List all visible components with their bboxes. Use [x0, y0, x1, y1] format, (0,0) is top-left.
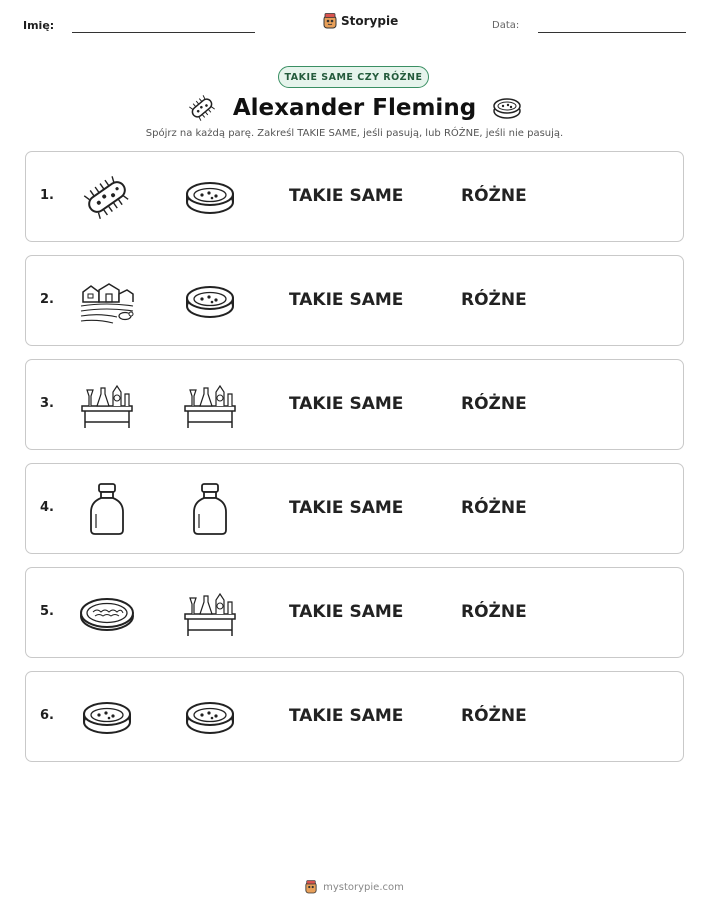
same-option[interactable]: TAKIE SAME — [289, 290, 404, 310]
question-number: 2. — [40, 292, 54, 307]
worksheet-header — [0, 0, 709, 50]
question-row — [25, 151, 684, 242]
question-number: 6. — [40, 708, 54, 723]
same-option[interactable]: TAKIE SAME — [289, 394, 404, 414]
petri-dish-icon — [492, 93, 522, 123]
name-field-line[interactable] — [72, 32, 255, 33]
bottle-icon — [182, 482, 238, 536]
date-label: Data: — [492, 20, 520, 31]
petri-dish-icon — [182, 170, 238, 224]
question-row — [25, 255, 684, 346]
question-row — [25, 567, 684, 658]
instructions: Spójrz na każdą parę. Zakreśl TAKIE SAME, jeśli pasują, lub RÓŻNE, jeśli nie pasują. — [145, 128, 564, 139]
name-label: Imię: — [23, 19, 55, 32]
storypie-mascot-icon — [305, 880, 317, 894]
same-option[interactable]: TAKIE SAME — [289, 706, 404, 726]
question-number: 5. — [40, 604, 54, 619]
bottle-icon — [79, 482, 135, 536]
page-title: Alexander Fleming — [232, 95, 477, 121]
question-number: 4. — [40, 500, 54, 515]
different-option[interactable]: RÓŻNE — [461, 290, 527, 310]
lab-table-icon — [182, 378, 238, 432]
different-option[interactable]: RÓŻNE — [461, 186, 527, 206]
same-option[interactable]: TAKIE SAME — [289, 602, 404, 622]
different-option[interactable]: RÓŻNE — [461, 706, 527, 726]
mold-dish-icon — [79, 586, 135, 640]
question-row — [25, 671, 684, 762]
date-field-line[interactable] — [538, 32, 686, 33]
brand-name: Storypie — [341, 14, 399, 28]
farm-icon — [79, 274, 135, 328]
same-option[interactable]: TAKIE SAME — [289, 498, 404, 518]
petri-dish-icon — [182, 274, 238, 328]
brand-logo — [323, 13, 398, 29]
same-option[interactable]: TAKIE SAME — [289, 186, 404, 206]
footer — [0, 880, 709, 894]
lab-table-icon — [182, 586, 238, 640]
question-row — [25, 463, 684, 554]
title-row — [0, 90, 709, 126]
different-option[interactable]: RÓŻNE — [461, 602, 527, 622]
different-option[interactable]: RÓŻNE — [461, 498, 527, 518]
petri-dish-icon — [79, 690, 135, 744]
petri-dish-icon — [182, 690, 238, 744]
storypie-mascot-icon — [323, 13, 337, 29]
question-row — [25, 359, 684, 450]
question-number: 3. — [40, 396, 54, 411]
bacteria-icon — [187, 93, 217, 123]
worksheet-type-badge: TAKIE SAME CZY RÓŻNE — [278, 66, 429, 88]
different-option[interactable]: RÓŻNE — [461, 394, 527, 414]
footer-url[interactable]: mystorypie.com — [323, 881, 404, 893]
question-number: 1. — [40, 188, 54, 203]
bacteria-icon — [79, 170, 135, 224]
lab-table-icon — [79, 378, 135, 432]
